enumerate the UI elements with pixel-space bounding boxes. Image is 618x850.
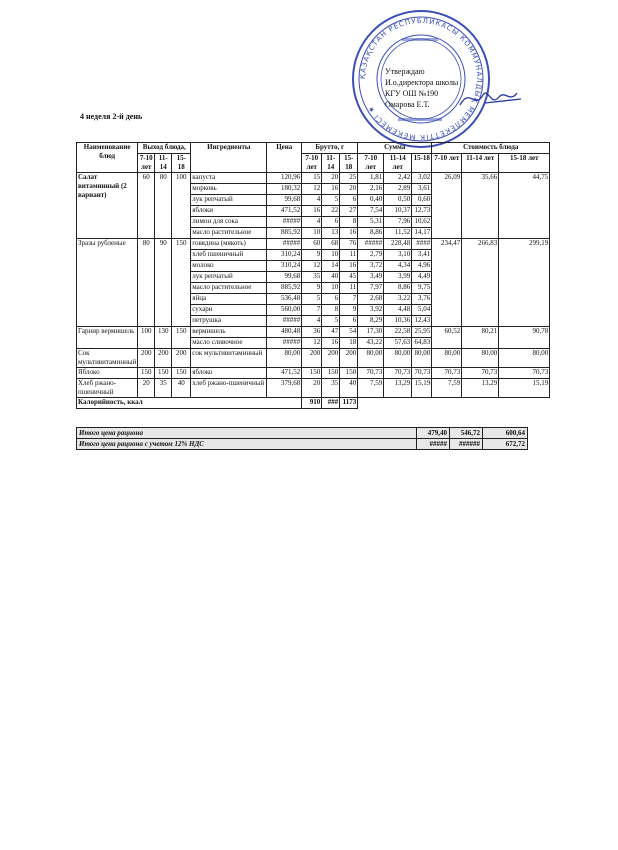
sum-value: 0,60 (412, 195, 432, 206)
brutto-value: 16 (302, 206, 322, 217)
dish-output: 200 (172, 349, 191, 368)
dish-output: 40 (172, 379, 191, 398)
sum-value: 70,73 (412, 368, 432, 379)
ingredient-name: лук репчатый (191, 195, 267, 206)
ingredient-price: 99,68 (267, 195, 302, 206)
table-row (77, 239, 550, 250)
dish-name: Гарнир вермишель (77, 327, 138, 349)
brutto-value: 150 (340, 368, 358, 379)
brutto-value: 16 (322, 338, 340, 349)
age-col: 7-10 лет (138, 154, 155, 173)
table-row (77, 349, 550, 368)
sum-value: 10,37 (384, 206, 412, 217)
ingredient-name: яйца (191, 294, 267, 305)
ingredient-price: 180,32 (267, 184, 302, 195)
brutto-value: 16 (340, 228, 358, 239)
dish-cost: 299,19 (499, 239, 550, 327)
brutto-value: 10 (322, 283, 340, 294)
sum-value: 1,81 (358, 173, 384, 184)
brutto-value: 12 (302, 261, 322, 272)
brutto-value: 9 (340, 305, 358, 316)
brutto-value: 4 (302, 217, 322, 228)
brutto-value: 200 (340, 349, 358, 368)
ingredient-name: масло растительное (191, 228, 267, 239)
sum-value: 70,73 (358, 368, 384, 379)
brutto-value: 27 (340, 206, 358, 217)
dish-output: 80 (138, 239, 155, 327)
ingredient-name: хлеб пшеничный (191, 250, 267, 261)
age-col: 7-10 лет (432, 154, 462, 173)
sum-value: 3,49 (358, 272, 384, 283)
sum-value: 4,49 (412, 272, 432, 283)
sum-value: 4,48 (384, 305, 412, 316)
dish-output: 200 (138, 349, 155, 368)
dish-cost: 13,29 (462, 379, 499, 398)
age-col: 15-18 (412, 154, 432, 173)
sum-value: 8,29 (358, 316, 384, 327)
brutto-value: 5 (302, 294, 322, 305)
ingredient-price: 80,00 (267, 349, 302, 368)
age-col: 7-10 лет (358, 154, 384, 173)
sum-value: 11,52 (384, 228, 412, 239)
dish-output: 150 (172, 368, 191, 379)
sum-value: 15,19 (412, 379, 432, 398)
brutto-value: 11 (340, 283, 358, 294)
sum-value: 3,41 (412, 250, 432, 261)
header-cost: Стоимость блюда (432, 143, 550, 154)
brutto-value: 9 (302, 250, 322, 261)
age-col: 11-14 (155, 154, 172, 173)
brutto-value: 20 (322, 173, 340, 184)
brutto-value: 20 (302, 379, 322, 398)
ingredient-name: молоко (191, 261, 267, 272)
sum-value: 3,22 (384, 294, 412, 305)
ingredient-price: 120,96 (267, 173, 302, 184)
sum-value: 8,86 (358, 228, 384, 239)
brutto-value: 10 (322, 250, 340, 261)
approval-title: Утверждаю (385, 67, 425, 76)
dish-output: 90 (155, 239, 172, 327)
sum-value: 13,29 (384, 379, 412, 398)
table-row (77, 368, 550, 379)
sum-value: 2,79 (358, 250, 384, 261)
dish-name: Яблоко (77, 368, 138, 379)
ingredient-name: масло растительное (191, 283, 267, 294)
brutto-value: 20 (340, 184, 358, 195)
age-col: 15-18 (340, 154, 358, 173)
approval-block (385, 66, 458, 110)
dish-output: 150 (155, 368, 172, 379)
brutto-value: 6 (322, 294, 340, 305)
ingredient-name: лук репчатый (191, 272, 267, 283)
ingredient-name: сок мультивитаминный (191, 349, 267, 368)
dish-output: 80 (155, 173, 172, 239)
sum-value: 80,00 (412, 349, 432, 368)
dish-output: 150 (172, 239, 191, 327)
brutto-value: 6 (340, 316, 358, 327)
ingredient-price: ##### (267, 217, 302, 228)
sum-value: 14,17 (412, 228, 432, 239)
ingredient-price: ##### (267, 316, 302, 327)
brutto-value: 7 (340, 294, 358, 305)
sum-value: 3,61 (412, 184, 432, 195)
sum-value: 9,75 (412, 283, 432, 294)
ingredient-name: говядина (мякоть) (191, 239, 267, 250)
ingredient-name: морковь (191, 184, 267, 195)
ingredient-name: капуста (191, 173, 267, 184)
brutto-value: 54 (340, 327, 358, 338)
age-col: 15-18 лет (499, 154, 550, 173)
dish-output: 200 (155, 349, 172, 368)
dish-output: 20 (138, 379, 155, 398)
dish-name: Салат витаминный (2 вариант) (77, 173, 138, 239)
total-vat-value: ##### (417, 439, 450, 450)
signature (455, 85, 525, 113)
table-row (77, 173, 550, 184)
sum-value: 2,42 (384, 173, 412, 184)
sum-value: 3,72 (358, 261, 384, 272)
menu-table (76, 142, 550, 409)
brutto-value: 6 (322, 217, 340, 228)
week-day-label: 4 неделя 2-й день (80, 112, 143, 121)
brutto-value: 150 (302, 368, 322, 379)
brutto-value: 4 (302, 316, 322, 327)
brutto-value: 45 (340, 272, 358, 283)
header-brutto: Брутто, г (302, 143, 358, 154)
sum-value: ##### (358, 239, 384, 250)
sum-value: 17,30 (358, 327, 384, 338)
sum-value: 0,50 (384, 195, 412, 206)
ingredient-price: 471,52 (267, 368, 302, 379)
ingredient-price: 885,92 (267, 283, 302, 294)
dish-cost: 44,75 (499, 173, 550, 239)
sum-value: 64,83 (412, 338, 432, 349)
dish-cost: 70,73 (432, 368, 462, 379)
svg-text:ҚАЗАҚСТАН РЕСПУБЛИКАСЫ КОММУНА: ҚАЗАҚСТАН РЕСПУБЛИКАСЫ КОММУНАЛДЫҚ МЕМЛЕКЕТТІК МЕКЕМЕСІ ★ (358, 16, 484, 142)
dish-cost: 7,59 (432, 379, 462, 398)
dish-cost: 234,47 (432, 239, 462, 327)
brutto-value: 11 (340, 250, 358, 261)
ingredient-name: сухари (191, 305, 267, 316)
dish-cost: 26,09 (432, 173, 462, 239)
age-col: 11-14 лет (384, 154, 412, 173)
sum-value: 0,40 (358, 195, 384, 206)
brutto-value: 6 (340, 195, 358, 206)
brutto-value: 7 (302, 305, 322, 316)
brutto-value: 200 (322, 349, 340, 368)
brutto-value: 22 (322, 206, 340, 217)
dish-output: 35 (155, 379, 172, 398)
sum-value: 8,86 (384, 283, 412, 294)
calories-label: Калорийность, ккал (77, 398, 302, 409)
brutto-value: 60 (302, 239, 322, 250)
dish-cost: 80,00 (499, 349, 550, 368)
table-row (77, 327, 550, 338)
calories-value: 1173 (340, 398, 358, 409)
brutto-value: 68 (322, 239, 340, 250)
ingredient-price: 480,48 (267, 327, 302, 338)
dish-cost: 90,78 (499, 327, 550, 349)
ingredient-name: яблоко (191, 368, 267, 379)
ingredient-price: 99,68 (267, 272, 302, 283)
sum-value: 12,43 (412, 316, 432, 327)
approval-person: Омарова Е.Т. (385, 100, 430, 109)
brutto-value: 200 (302, 349, 322, 368)
sum-value: 3,92 (358, 305, 384, 316)
dish-name: Зразы рубленые (77, 239, 138, 327)
brutto-value: 8 (322, 305, 340, 316)
brutto-value: 14 (322, 261, 340, 272)
brutto-value: 5 (322, 316, 340, 327)
age-col: 7-10 лет (302, 154, 322, 173)
dish-cost: 70,73 (499, 368, 550, 379)
brutto-value: 36 (302, 327, 322, 338)
sum-value: 3,76 (412, 294, 432, 305)
approval-position: И.о.директора школы (385, 78, 459, 87)
brutto-value: 150 (322, 368, 340, 379)
sum-value: 10,62 (412, 217, 432, 228)
header-output: Выход блюда, (138, 143, 191, 154)
brutto-value: 40 (340, 379, 358, 398)
dish-cost: 80,21 (462, 327, 499, 349)
ingredient-price: ##### (267, 239, 302, 250)
ingredient-price: 471,52 (267, 206, 302, 217)
brutto-value: 12 (302, 184, 322, 195)
sum-value: 7,54 (358, 206, 384, 217)
sum-value: 7,96 (384, 217, 412, 228)
dish-output: 150 (172, 327, 191, 349)
age-col: 15-18 (172, 154, 191, 173)
brutto-value: 18 (340, 338, 358, 349)
dish-cost: 15,19 (499, 379, 550, 398)
brutto-value: 35 (302, 272, 322, 283)
ingredient-price: 560,00 (267, 305, 302, 316)
sum-value: 43,22 (358, 338, 384, 349)
header-price: Цена (267, 143, 302, 173)
sum-value: 3,10 (384, 250, 412, 261)
total-value: 600,64 (483, 428, 528, 439)
brutto-value: 35 (322, 379, 340, 398)
age-col: 11-14 лет (462, 154, 499, 173)
ingredient-name: масло сливочное (191, 338, 267, 349)
ingredient-price: ##### (267, 338, 302, 349)
sum-value: 3,02 (412, 173, 432, 184)
ingredient-price: 536,48 (267, 294, 302, 305)
dish-output: 100 (138, 327, 155, 349)
brutto-value: 13 (322, 228, 340, 239)
ingredient-price: 885,92 (267, 228, 302, 239)
sum-value: 2,89 (384, 184, 412, 195)
dish-name: Хлеб ржано-пшеничный (77, 379, 138, 398)
brutto-value: 8 (340, 217, 358, 228)
brutto-value: 16 (322, 184, 340, 195)
approval-org: КГУ ОШ №190 (385, 89, 439, 98)
dish-name: Сок мультивитаминный (78, 349, 137, 366)
total-vat-value: 672,72 (483, 439, 528, 450)
ingredient-price: 310,24 (267, 261, 302, 272)
ingredient-name: хлеб ржано-пшеничный (191, 379, 267, 398)
sum-value: 25,95 (412, 327, 432, 338)
total-label: Итого цена рациона (77, 428, 417, 439)
sum-value: 10,36 (384, 316, 412, 327)
totals-table (76, 427, 528, 450)
brutto-value: 16 (340, 261, 358, 272)
sum-value: 5,04 (412, 305, 432, 316)
brutto-value: 76 (340, 239, 358, 250)
brutto-value: 25 (340, 173, 358, 184)
brutto-value: 12 (302, 338, 322, 349)
dish-output: 100 (172, 173, 191, 239)
dish-cost: 80,00 (462, 349, 499, 368)
dish-output: 150 (138, 368, 155, 379)
sum-value: 5,31 (358, 217, 384, 228)
age-col: 11-14 (322, 154, 340, 173)
sum-value: 4,96 (412, 261, 432, 272)
sum-value: #### (412, 239, 432, 250)
brutto-value: 5 (322, 195, 340, 206)
ingredient-name: петрушка (191, 316, 267, 327)
ingredient-price: 379,68 (267, 379, 302, 398)
brutto-value: 15 (302, 173, 322, 184)
brutto-value: 47 (322, 327, 340, 338)
header-ingredients: Ингредиенты (191, 143, 267, 173)
header-sum: Сумма (358, 143, 432, 154)
dish-cost: 266,83 (462, 239, 499, 327)
dish-output: 60 (138, 173, 155, 239)
sum-value: 57,63 (384, 338, 412, 349)
dish-cost: 80,00 (432, 349, 462, 368)
sum-value: 3,99 (384, 272, 412, 283)
brutto-value: 40 (322, 272, 340, 283)
sum-value: 2,68 (358, 294, 384, 305)
ingredient-name: лимон для сока (191, 217, 267, 228)
sum-value: 80,00 (358, 349, 384, 368)
total-value: 479,40 (417, 428, 450, 439)
header-name: Наименование блюд (77, 143, 138, 173)
sum-value: 7,97 (358, 283, 384, 294)
total-value: 546,72 (450, 428, 483, 439)
dish-cost: 60,52 (432, 327, 462, 349)
sum-value: 70,73 (384, 368, 412, 379)
sum-value: 22,58 (384, 327, 412, 338)
dish-output: 130 (155, 327, 172, 349)
calories-value: 910 (302, 398, 322, 409)
ingredient-name: вермишель (191, 327, 267, 338)
calories-value: ### (322, 398, 340, 409)
sum-value: 7,59 (358, 379, 384, 398)
sum-value: 228,48 (384, 239, 412, 250)
brutto-value: 10 (302, 228, 322, 239)
table-row (77, 379, 550, 398)
sum-value: 80,00 (384, 349, 412, 368)
ingredient-price: 310,24 (267, 250, 302, 261)
total-vat-value: ###### (450, 439, 483, 450)
sum-value: 2,16 (358, 184, 384, 195)
total-vat-label: Итого цена рациона с учетом 12% НДС (77, 439, 417, 450)
dish-cost: 70,73 (462, 368, 499, 379)
ingredient-name: яблоки (191, 206, 267, 217)
brutto-value: 4 (302, 195, 322, 206)
dish-cost: 35,66 (462, 173, 499, 239)
sum-value: 4,34 (384, 261, 412, 272)
brutto-value: 9 (302, 283, 322, 294)
sum-value: 12,73 (412, 206, 432, 217)
